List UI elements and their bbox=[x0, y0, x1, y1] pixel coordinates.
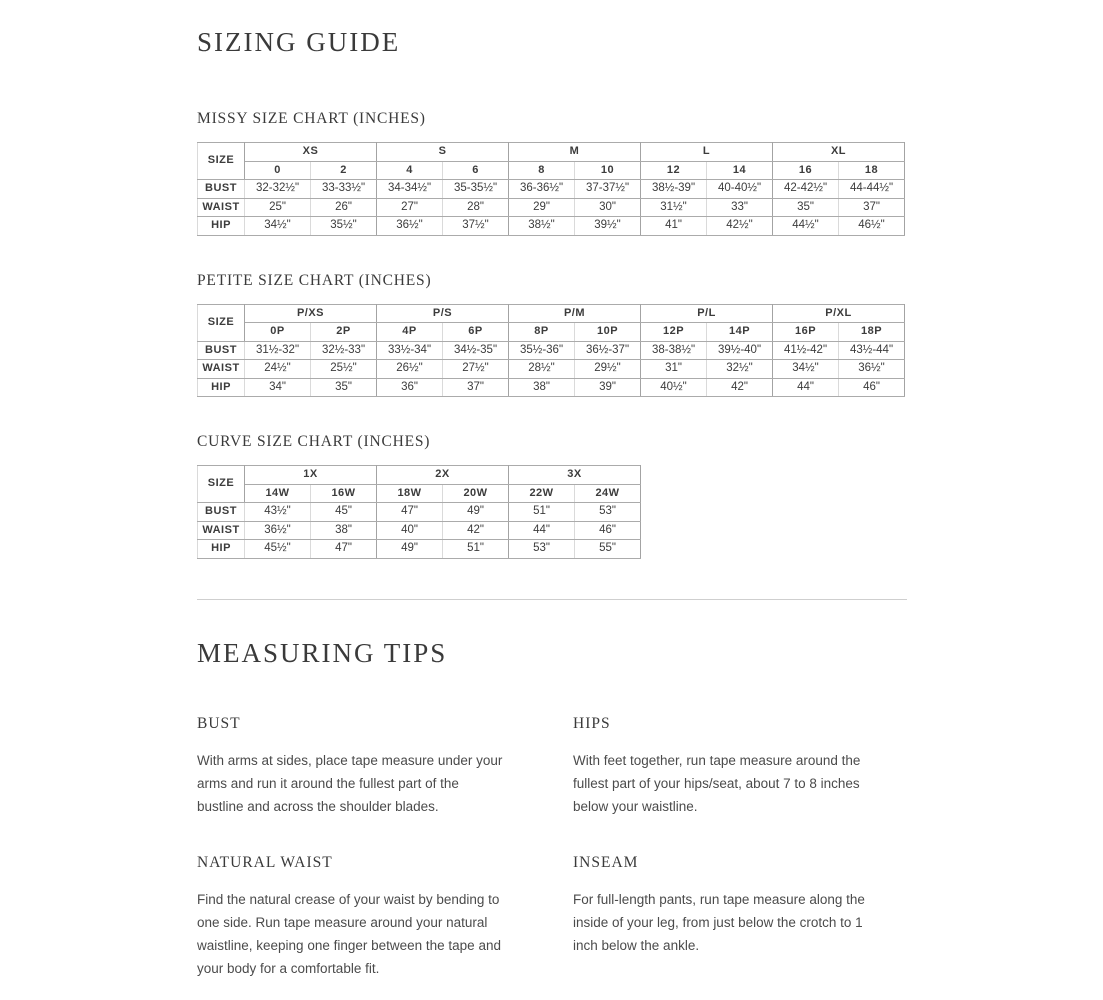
measurement-row bbox=[198, 217, 905, 236]
measurement-value: 46½" bbox=[839, 217, 905, 236]
measurement-value: 34" bbox=[245, 378, 311, 397]
measurement-value: 38" bbox=[509, 378, 575, 397]
tip-bust bbox=[197, 715, 507, 818]
measurement-value: 43½" bbox=[245, 503, 311, 522]
size-group-header: P/M bbox=[509, 304, 641, 323]
measurement-value: 28" bbox=[443, 198, 509, 217]
size-group-header: S bbox=[377, 143, 509, 162]
measurement-value: 38" bbox=[311, 521, 377, 540]
section-divider bbox=[197, 599, 907, 600]
measurement-value: 27½" bbox=[443, 360, 509, 379]
measurement-value: 42-42½" bbox=[773, 180, 839, 199]
measurement-value: 25½" bbox=[311, 360, 377, 379]
table-group-header-row bbox=[198, 304, 905, 323]
size-group-header: XL bbox=[773, 143, 905, 162]
size-column-header: 6P bbox=[443, 323, 509, 342]
petite-chart-title: PETITE SIZE CHART (INCHES) bbox=[197, 271, 432, 289]
measurement-value: 49" bbox=[377, 540, 443, 559]
measurement-value: 43½-44" bbox=[839, 341, 905, 360]
measurement-value: 33-33½" bbox=[311, 180, 377, 199]
curve-size-chart-section bbox=[197, 433, 1043, 559]
size-group-header: 1X bbox=[245, 466, 377, 485]
measurement-value: 26½" bbox=[377, 360, 443, 379]
measurement-value: 32½" bbox=[707, 360, 773, 379]
measurement-row bbox=[198, 198, 905, 217]
measurement-value: 32½-33" bbox=[311, 341, 377, 360]
size-column-header: 4 bbox=[377, 161, 443, 180]
size-group-header: M bbox=[509, 143, 641, 162]
size-column-header: 24W bbox=[575, 484, 641, 503]
row-label-bust: BUST bbox=[198, 503, 245, 522]
table-group-header-row bbox=[198, 466, 641, 485]
tip-natural-waist bbox=[197, 854, 507, 980]
measurement-value: 40-40½" bbox=[707, 180, 773, 199]
measurement-value: 34½-35" bbox=[443, 341, 509, 360]
measurement-value: 36½" bbox=[377, 217, 443, 236]
measurement-value: 37-37½" bbox=[575, 180, 641, 199]
measurement-row bbox=[198, 540, 641, 559]
measurement-value: 33½-34" bbox=[377, 341, 443, 360]
size-group-header: P/L bbox=[641, 304, 773, 323]
measurement-value: 35" bbox=[773, 198, 839, 217]
size-column-header: 14P bbox=[707, 323, 773, 342]
tip-natural-waist-heading: NATURAL WAIST bbox=[197, 853, 333, 871]
measurement-value: 31½" bbox=[641, 198, 707, 217]
missy-chart-title: MISSY SIZE CHART (INCHES) bbox=[197, 110, 426, 127]
missy-size-chart-section bbox=[197, 110, 1043, 236]
size-column-header: 2 bbox=[311, 161, 377, 180]
petite-size-chart-section bbox=[197, 272, 1043, 398]
size-column-header: 8P bbox=[509, 323, 575, 342]
size-column-header: 8 bbox=[509, 161, 575, 180]
row-label-hip: HIP bbox=[198, 217, 245, 236]
measurement-value: 45½" bbox=[245, 540, 311, 559]
measurement-value: 35½" bbox=[311, 217, 377, 236]
measurement-value: 53" bbox=[509, 540, 575, 559]
measurement-value: 41½-42" bbox=[773, 341, 839, 360]
tip-natural-waist-text: Find the natural crease of your waist by bending to one side. Run tape measure around your natural waistline, keeping one finger between the tape and your body for a comfortable fit. bbox=[197, 891, 501, 976]
measurement-value: 36" bbox=[377, 378, 443, 397]
size-column-header: 0 bbox=[245, 161, 311, 180]
table-size-header-row bbox=[198, 323, 905, 342]
measurement-value: 49" bbox=[443, 503, 509, 522]
measurement-value: 42" bbox=[707, 378, 773, 397]
curve-size-table bbox=[197, 465, 641, 559]
size-column-header: 10 bbox=[575, 161, 641, 180]
size-label-cell: SIZE bbox=[198, 466, 245, 503]
measurement-value: 29" bbox=[509, 198, 575, 217]
measurement-value: 39½" bbox=[575, 217, 641, 236]
measurement-value: 36½" bbox=[839, 360, 905, 379]
tip-inseam-heading: INSEAM bbox=[573, 853, 639, 871]
measurement-value: 37" bbox=[839, 198, 905, 217]
measurement-value: 37" bbox=[443, 378, 509, 397]
tip-hips-heading: HIPS bbox=[573, 714, 611, 732]
row-label-bust: BUST bbox=[198, 180, 245, 199]
measurement-value: 30" bbox=[575, 198, 641, 217]
size-column-header: 18 bbox=[839, 161, 905, 180]
measurement-value: 44" bbox=[773, 378, 839, 397]
size-group-header: 2X bbox=[377, 466, 509, 485]
size-column-header: 16 bbox=[773, 161, 839, 180]
size-column-header: 4P bbox=[377, 323, 443, 342]
measurement-value: 42" bbox=[443, 521, 509, 540]
measurement-value: 53" bbox=[575, 503, 641, 522]
size-column-header: 22W bbox=[509, 484, 575, 503]
measurement-row bbox=[198, 341, 905, 360]
size-column-header: 6 bbox=[443, 161, 509, 180]
measuring-tips-grid bbox=[197, 715, 1043, 980]
tip-bust-text: With arms at sides, place tape measure under your arms and run it around the fullest part of the bustline and across the shoulder blades. bbox=[197, 752, 503, 814]
measurement-value: 24½" bbox=[245, 360, 311, 379]
measurement-value: 26" bbox=[311, 198, 377, 217]
page-title: SIZING GUIDE bbox=[197, 27, 401, 57]
measurement-value: 25" bbox=[245, 198, 311, 217]
measurement-value: 33" bbox=[707, 198, 773, 217]
measurement-value: 37½" bbox=[443, 217, 509, 236]
measurement-value: 35½-36" bbox=[509, 341, 575, 360]
measurement-value: 36½" bbox=[245, 521, 311, 540]
tip-inseam-text: For full-length pants, run tape measure along the inside of your leg, from just below the crotch to 1 inch below the ankle. bbox=[573, 891, 865, 953]
curve-chart-title: CURVE SIZE CHART (INCHES) bbox=[197, 433, 431, 450]
measurement-value: 34½" bbox=[773, 360, 839, 379]
size-group-header: 3X bbox=[509, 466, 641, 485]
row-label-waist: WAIST bbox=[198, 198, 245, 217]
measurement-value: 38½-39" bbox=[641, 180, 707, 199]
size-column-header: 10P bbox=[575, 323, 641, 342]
tip-hips-text: With feet together, run tape measure around the fullest part of your hips/seat, about 7 to 8 inches below your waistline. bbox=[573, 752, 861, 814]
table-size-header-row bbox=[198, 161, 905, 180]
measurement-value: 31" bbox=[641, 360, 707, 379]
size-column-header: 2P bbox=[311, 323, 377, 342]
size-column-header: 14W bbox=[245, 484, 311, 503]
measurement-value: 32-32½" bbox=[245, 180, 311, 199]
measurement-value: 40" bbox=[377, 521, 443, 540]
size-group-header: P/XL bbox=[773, 304, 905, 323]
measurement-value: 51" bbox=[443, 540, 509, 559]
size-column-header: 12 bbox=[641, 161, 707, 180]
size-label-cell: SIZE bbox=[198, 143, 245, 180]
measurement-value: 38½" bbox=[509, 217, 575, 236]
row-label-hip: HIP bbox=[198, 540, 245, 559]
measurement-value: 34-34½" bbox=[377, 180, 443, 199]
tip-inseam bbox=[573, 854, 883, 980]
measurement-row bbox=[198, 521, 641, 540]
measuring-tips-title: MEASURING TIPS bbox=[197, 637, 448, 668]
size-label-cell: SIZE bbox=[198, 304, 245, 341]
size-column-header: 14 bbox=[707, 161, 773, 180]
size-column-header: 16P bbox=[773, 323, 839, 342]
measurement-value: 27" bbox=[377, 198, 443, 217]
measurement-value: 35" bbox=[311, 378, 377, 397]
measurement-value: 42½" bbox=[707, 217, 773, 236]
size-column-header: 20W bbox=[443, 484, 509, 503]
measurement-value: 41" bbox=[641, 217, 707, 236]
measurement-value: 40½" bbox=[641, 378, 707, 397]
measurement-value: 46" bbox=[575, 521, 641, 540]
measurement-value: 45" bbox=[311, 503, 377, 522]
measurement-row bbox=[198, 378, 905, 397]
size-column-header: 18W bbox=[377, 484, 443, 503]
measurement-value: 55" bbox=[575, 540, 641, 559]
size-group-header: P/XS bbox=[245, 304, 377, 323]
measurement-value: 38-38½" bbox=[641, 341, 707, 360]
size-group-header: L bbox=[641, 143, 773, 162]
size-column-header: 0P bbox=[245, 323, 311, 342]
measurement-value: 47" bbox=[311, 540, 377, 559]
size-group-header: XS bbox=[245, 143, 377, 162]
row-label-bust: BUST bbox=[198, 341, 245, 360]
measurement-value: 39" bbox=[575, 378, 641, 397]
measurement-value: 28½" bbox=[509, 360, 575, 379]
measurement-row bbox=[198, 180, 905, 199]
tip-hips bbox=[573, 715, 883, 818]
size-column-header: 16W bbox=[311, 484, 377, 503]
measurement-value: 36-36½" bbox=[509, 180, 575, 199]
measurement-value: 31½-32" bbox=[245, 341, 311, 360]
measurement-value: 35-35½" bbox=[443, 180, 509, 199]
row-label-hip: HIP bbox=[198, 378, 245, 397]
measurement-value: 47" bbox=[377, 503, 443, 522]
size-group-header: P/S bbox=[377, 304, 509, 323]
size-column-header: 12P bbox=[641, 323, 707, 342]
measurement-value: 44½" bbox=[773, 217, 839, 236]
measurement-value: 44" bbox=[509, 521, 575, 540]
measurement-row bbox=[198, 360, 905, 379]
petite-size-table bbox=[197, 304, 905, 398]
measurement-row bbox=[198, 503, 641, 522]
measurement-value: 51" bbox=[509, 503, 575, 522]
measurement-value: 36½-37" bbox=[575, 341, 641, 360]
row-label-waist: WAIST bbox=[198, 521, 245, 540]
measurement-value: 34½" bbox=[245, 217, 311, 236]
measurement-value: 46" bbox=[839, 378, 905, 397]
measurement-value: 39½-40" bbox=[707, 341, 773, 360]
table-size-header-row bbox=[198, 484, 641, 503]
table-group-header-row bbox=[198, 143, 905, 162]
missy-size-table bbox=[197, 142, 905, 236]
measurement-value: 44-44½" bbox=[839, 180, 905, 199]
measurement-value: 29½" bbox=[575, 360, 641, 379]
size-column-header: 18P bbox=[839, 323, 905, 342]
row-label-waist: WAIST bbox=[198, 360, 245, 379]
tip-bust-heading: BUST bbox=[197, 714, 241, 732]
